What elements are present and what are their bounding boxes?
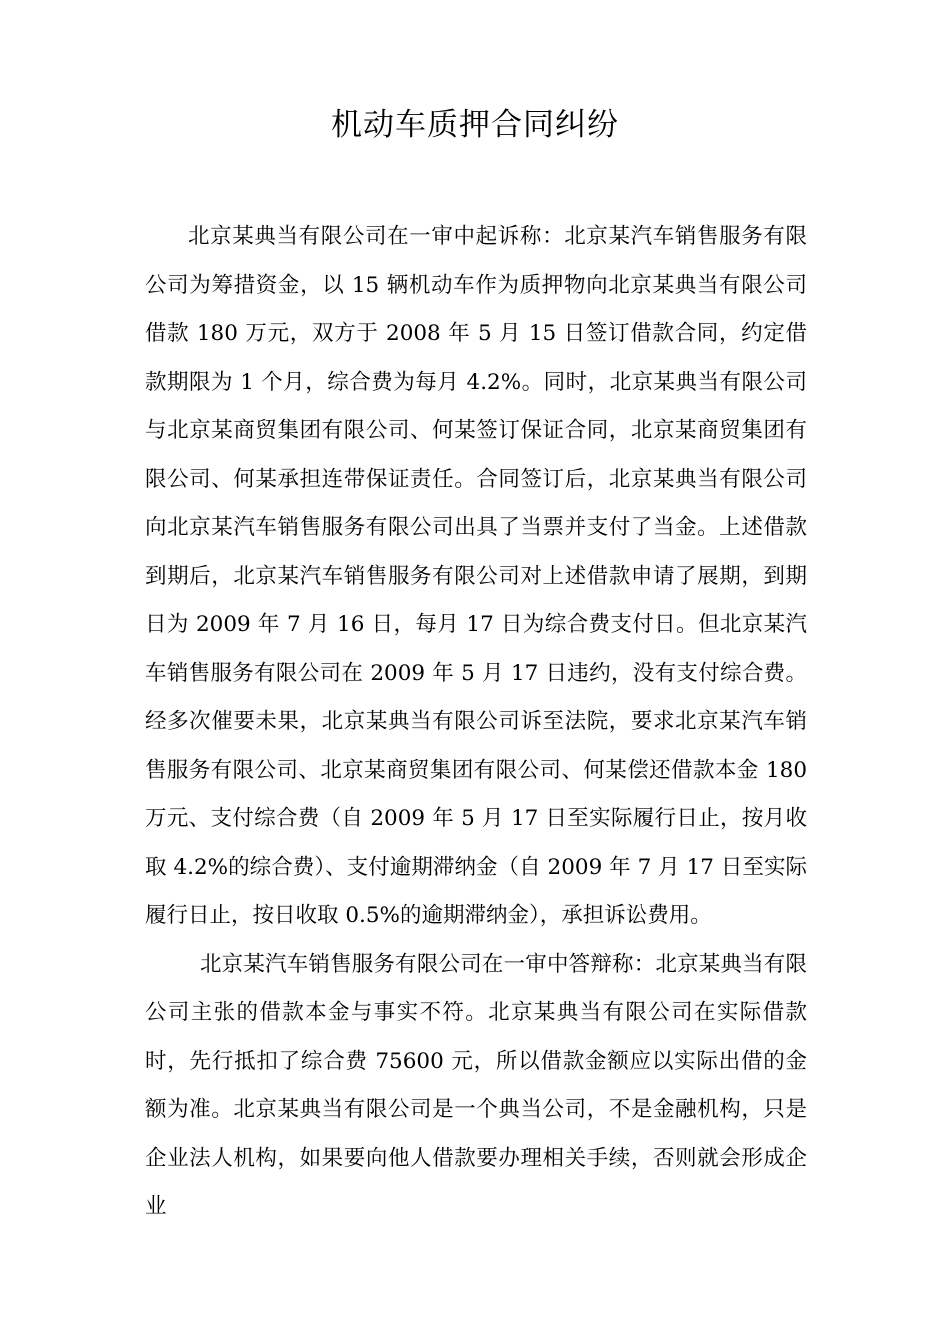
document-body (145, 213, 807, 1232)
paragraph-defendant-reply: 北京某汽车销售服务有限公司在一审中答辩称：北京某典当有限公司主张的借款本金与事实不符。北京某典当有限公司在实际借款时，先行抵扣了综合费 75600 元，所以借款金额应以实际出借的金额为准。北京某典当有限公司是一个典当公司，不是金融机构，只是企业法人机构，如果要向他人借款要办理相关手续，否则就会形成企业 (145, 951, 807, 1219)
paragraph-plaintiff-claim: 北京某典当有限公司在一审中起诉称：北京某汽车销售服务有限公司为筹措资金，以 15 辆机动车作为质押物向北京某典当有限公司借款 180 万元，双方于 2008 年 5 月 15 日签订借款合同，约定借款期限为 1 个月，综合费为每月 4.2%。同时，北京某典当有限公司与北京某商贸集团有限公司、何某签订保证合同，北京某商贸集团有限公司、何某承担连带保证责任。合同签订后，北京某典当有限公司向北京某汽车销售服务有限公司出具了当票并支付了当金。上述借款到期后，北京某汽车销售服务有限公司对上述借款申请了展期，到期日为 2009 年 7 月 16 日，每月 17 日为综合费支付日。但北京某汽车销售服务有限公司在 2009 年 5 月 17 日违约，没有支付综合费。经多次催要未果，北京某典当有限公司诉至法院，要求北京某汽车销售服务有限公司、北京某商贸集团有限公司、何某偿还借款本金 180 万元、支付综合费（自 2009 年 5 月 17 日至实际履行日止，按月收取 4.2%的综合费）、支付逾期滞纳金（自 2009 年 7 月 17 日至实际履行日止，按日收取 0.5%的逾期滞纳金），承担诉讼费用。 (145, 224, 807, 928)
document-title: 机动车质押合同纠纷 (331, 107, 619, 143)
